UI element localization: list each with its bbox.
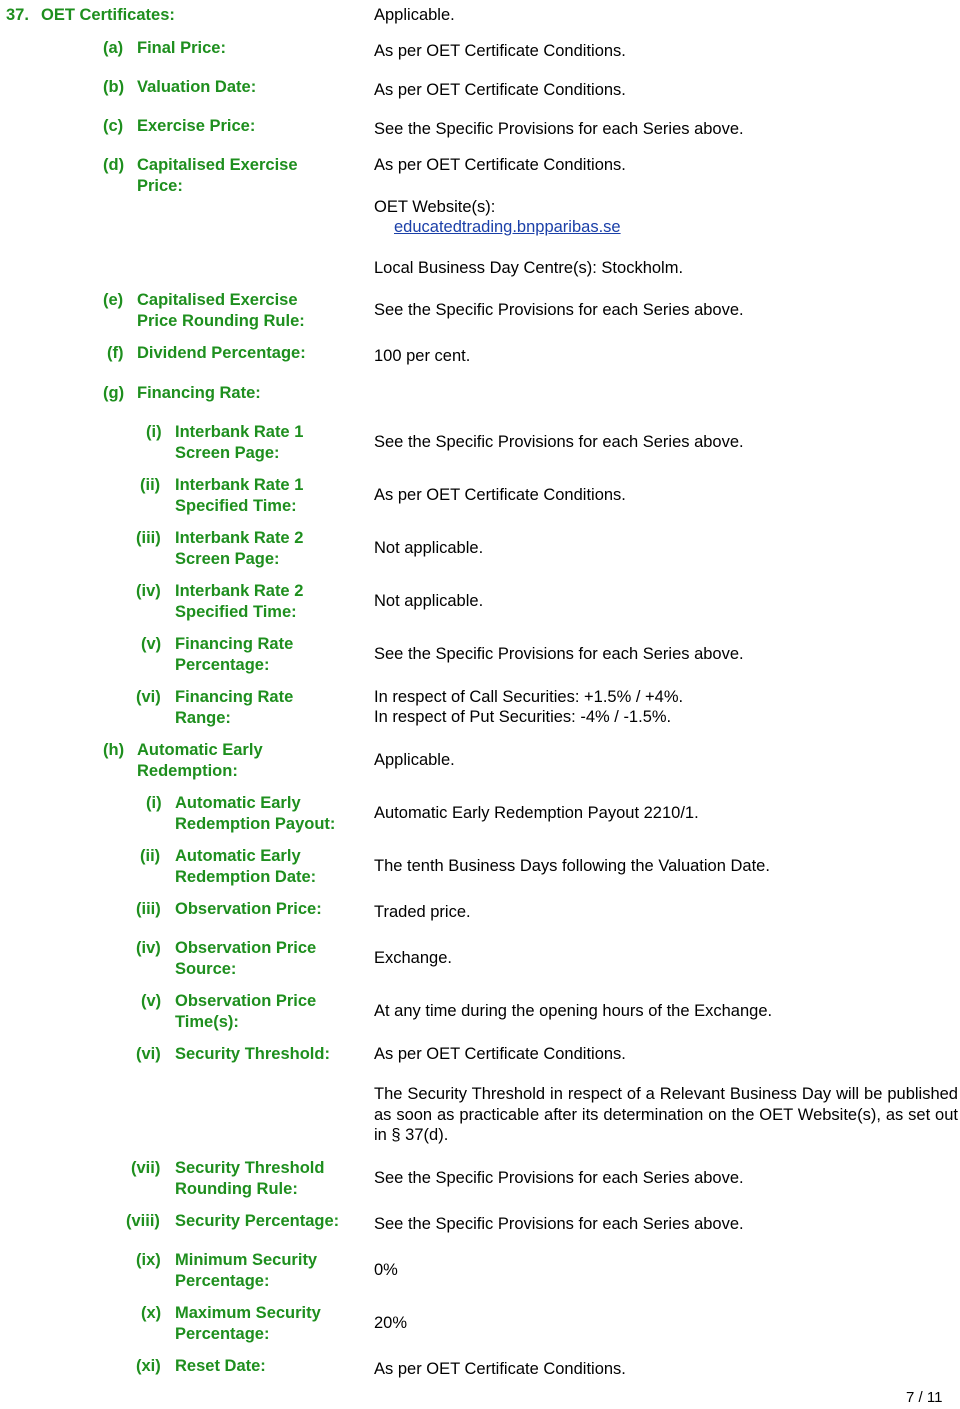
item-h-vii-label-line1: Security Threshold [175, 1159, 325, 1177]
item-h-iv-label-line1: Observation Price [175, 939, 317, 957]
item-g-ii-label-line1: Interbank Rate 1 [175, 476, 304, 494]
item-h-i-value: Automatic Early Redemption Payout 2210/1. [374, 804, 699, 822]
security-threshold-note: The Security Threshold in respect of a Relevant Business Day will be published as soon as practicable after its determination on the OET Website(s), as set out in § 37(d). [374, 1085, 958, 1144]
item-d-label-line2: Price: [137, 177, 183, 195]
item-g-i-label-line1: Interbank Rate 1 [175, 423, 304, 441]
section-value: Applicable. [374, 6, 455, 24]
item-g-vi-value-put: In respect of Put Securities: -4% / -1.5%. [374, 708, 672, 726]
item-f-number: (f) [107, 344, 124, 362]
item-h-ix-value: 0% [374, 1261, 398, 1279]
item-h-viii-value: See the Specific Provisions for each Series above. [374, 1215, 744, 1233]
item-h-iii-value: Traded price. [374, 903, 471, 921]
item-c-number: (c) [103, 117, 124, 135]
item-h-iii-number: (iii) [136, 900, 161, 918]
item-h-vi-value: As per OET Certificate Conditions. [374, 1045, 626, 1063]
item-d-number: (d) [103, 156, 125, 174]
item-g-i-value: See the Specific Provisions for each Series above. [374, 433, 744, 451]
item-a-value: As per OET Certificate Conditions. [374, 42, 626, 60]
item-h-viii-number: (viii) [126, 1212, 160, 1230]
item-g-iv-value: Not applicable. [374, 592, 484, 610]
item-b-label: Valuation Date: [137, 78, 257, 96]
item-h-ii-label-line2: Redemption Date: [175, 868, 317, 886]
item-g-iv-label-line1: Interbank Rate 2 [175, 582, 304, 600]
item-g-vi-number: (vi) [136, 688, 161, 706]
item-b-number: (b) [103, 78, 125, 96]
item-d-value: As per OET Certificate Conditions. [374, 156, 626, 174]
item-g-iv-label-line2: Specified Time: [175, 603, 297, 621]
item-h-value: Applicable. [374, 751, 455, 769]
page-number: 7 / 11 [906, 1389, 943, 1406]
item-h-ix-label-line1: Minimum Security [175, 1251, 318, 1269]
item-h-vi-number: (vi) [136, 1045, 161, 1063]
item-h-xi-number: (xi) [136, 1357, 161, 1375]
item-h-ii-number: (ii) [140, 847, 161, 865]
item-g-iv-number: (iv) [136, 582, 161, 600]
item-h-i-label-line1: Automatic Early [175, 794, 301, 812]
item-g-v-label-line2: Percentage: [175, 656, 270, 674]
item-f-label: Dividend Percentage: [137, 344, 306, 362]
item-c-label: Exercise Price: [137, 117, 256, 135]
item-g-ii-label-line2: Specified Time: [175, 497, 297, 515]
item-h-v-label-line1: Observation Price [175, 992, 317, 1010]
oet-website-link[interactable]: educatedtrading.bnpparibas.se [394, 218, 621, 236]
item-h-x-number: (x) [141, 1304, 162, 1322]
item-h-vi-label: Security Threshold: [175, 1045, 330, 1063]
item-h-iii-label: Observation Price: [175, 900, 322, 918]
item-h-ix-number: (ix) [136, 1251, 161, 1269]
item-g-v-label-line1: Financing Rate [175, 635, 294, 653]
item-h-vii-number: (vii) [131, 1159, 161, 1177]
item-c-value: See the Specific Provisions for each Series above. [374, 120, 744, 138]
item-e-label-line2: Price Rounding Rule: [137, 312, 305, 330]
item-g-number: (g) [103, 384, 125, 402]
item-h-v-value: At any time during the opening hours of the Exchange. [374, 1002, 773, 1020]
item-h-number: (h) [103, 741, 125, 759]
item-h-label-line2: Redemption: [137, 762, 238, 780]
item-h-x-value: 20% [374, 1314, 408, 1332]
item-h-viii-label: Security Percentage: [175, 1212, 340, 1230]
section-number: 37. [6, 6, 29, 24]
item-g-ii-value: As per OET Certificate Conditions. [374, 486, 626, 504]
item-g-v-value: See the Specific Provisions for each Series above. [374, 645, 744, 663]
item-a-label: Final Price: [137, 39, 226, 57]
item-a-number: (a) [103, 39, 124, 57]
item-h-iv-label-line2: Source: [175, 960, 237, 978]
item-h-v-label-line2: Time(s): [175, 1013, 239, 1031]
item-g-iii-label-line2: Screen Page: [175, 550, 280, 568]
item-g-i-number: (i) [146, 423, 162, 441]
item-e-value: See the Specific Provisions for each Series above. [374, 301, 744, 319]
section-title: OET Certificates: [41, 6, 175, 24]
item-g-iii-value: Not applicable. [374, 539, 484, 557]
item-h-v-number: (v) [141, 992, 162, 1010]
item-g-vi-label-line2: Range: [175, 709, 231, 727]
item-h-ix-label-line2: Percentage: [175, 1272, 270, 1290]
item-h-xi-label: Reset Date: [175, 1357, 266, 1375]
item-h-vii-value: See the Specific Provisions for each Series above. [374, 1169, 744, 1187]
item-h-x-label-line2: Percentage: [175, 1325, 270, 1343]
item-h-vii-label-line2: Rounding Rule: [175, 1180, 298, 1198]
item-h-iv-value: Exchange. [374, 949, 452, 967]
item-d-label-line1: Capitalised Exercise [137, 156, 298, 174]
business-day-centre: Local Business Day Centre(s): Stockholm. [374, 259, 684, 277]
item-e-number: (e) [103, 291, 124, 309]
item-h-iv-number: (iv) [136, 939, 161, 957]
item-e-label-line1: Capitalised Exercise [137, 291, 298, 309]
item-g-iii-number: (iii) [136, 529, 161, 547]
item-g-ii-number: (ii) [140, 476, 161, 494]
item-g-vi-label-line1: Financing Rate [175, 688, 294, 706]
oet-website-label: OET Website(s): [374, 198, 496, 216]
item-h-ii-value: The tenth Business Days following the Valuation Date. [374, 857, 770, 875]
item-g-v-number: (v) [141, 635, 162, 653]
item-h-ii-label-line1: Automatic Early [175, 847, 301, 865]
item-b-value: As per OET Certificate Conditions. [374, 81, 626, 99]
item-h-label-line1: Automatic Early [137, 741, 263, 759]
item-h-i-label-line2: Redemption Payout: [175, 815, 336, 833]
item-h-xi-value: As per OET Certificate Conditions. [374, 1360, 626, 1378]
item-h-x-label-line1: Maximum Security [175, 1304, 321, 1322]
item-h-i-number: (i) [146, 794, 162, 812]
item-g-i-label-line2: Screen Page: [175, 444, 280, 462]
item-g-label: Financing Rate: [137, 384, 261, 402]
item-g-iii-label-line1: Interbank Rate 2 [175, 529, 304, 547]
item-f-value: 100 per cent. [374, 347, 471, 365]
item-g-vi-value-call: In respect of Call Securities: +1.5% / +4%. [374, 688, 684, 706]
